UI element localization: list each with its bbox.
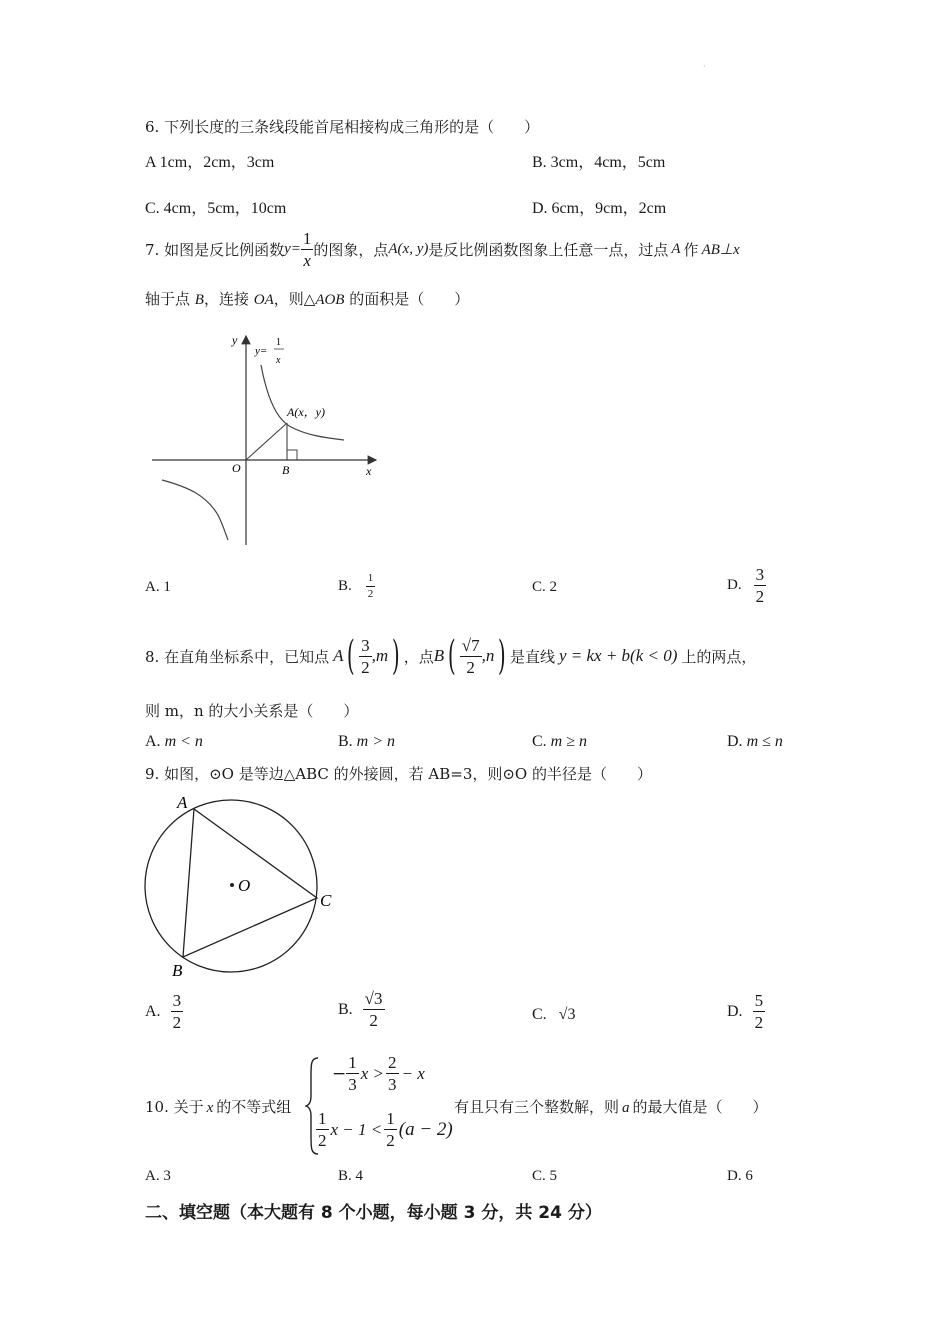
q7-func-fraction: $\frac{1}{x}$ xyxy=(302,229,312,270)
q10-option-c: C. 5 xyxy=(532,1168,558,1184)
graph-origin-label: O xyxy=(232,461,241,475)
q10-option-a: A. 3 xyxy=(145,1168,171,1184)
q10-inequality-2: $\frac{1}{2}$ x − 1 < $\frac{1}{2}$ (a − 2) xyxy=(318,1109,453,1150)
graph-func-label: y= xyxy=(255,345,268,357)
section-2-heading: 二、填空题（本大题有 8 个小题，每小题 3 分，共 24 分） xyxy=(145,1203,602,1223)
q7-option-b: B. $\frac{1}{2}$ xyxy=(338,572,374,600)
page-mark: · xyxy=(703,62,706,71)
graph-point-label: A(x，y) xyxy=(287,405,325,419)
q10-option-b: B. 4 xyxy=(338,1168,364,1184)
q7-stem-line2: 轴于点 B，连接 OA，则△AOB 的面积是（ ） xyxy=(145,290,470,308)
label-a: A xyxy=(177,793,188,812)
q10-stem-prefix: 10. 关于 x 的不等式组 xyxy=(145,1098,292,1116)
q7-option-d: D. $\frac{3}{2}$ xyxy=(727,565,765,606)
label-c: C xyxy=(320,891,332,910)
q7-option-c: C. 2 xyxy=(532,579,558,595)
graph-y-label: y xyxy=(232,333,238,347)
q8-option-b: B. m > n xyxy=(338,733,396,750)
q8-option-a: A. m < n xyxy=(145,733,203,750)
q8-option-c: C. m ≥ n xyxy=(532,733,588,750)
q9-option-b: B. $\frac{√3}{2}$ xyxy=(338,989,383,1030)
q9-stem: 9. 如图，⊙O 是等边△ABC 的外接圆，若 AB=3，则⊙O 的半径是（ ） xyxy=(145,765,652,783)
q10-stem-suffix: 有且只有三个整数解，则 a 的最大值是（ ） xyxy=(454,1098,768,1116)
graph-b-label: B xyxy=(282,463,290,477)
q6-option-a: A 1cm，2cm，3cm xyxy=(145,154,275,171)
q8-stem-line1: 8. 在直角坐标系中，已知点 A ( $\frac{3}{2}$ ,m ) ，点 B ( $\frac{√7}{2}$ ,n ) 是直线 y = kx + b(k < 0) 上的两点， xyxy=(145,633,757,679)
q8-stem-line2: 则 m，n 的大小关系是（ ） xyxy=(145,702,359,720)
graph-func-num: 1 xyxy=(276,337,281,348)
center-dot xyxy=(230,883,234,887)
q6-option-b: B. 3cm，4cm，5cm xyxy=(532,154,666,171)
hyperbola-branch-q1 xyxy=(261,365,344,440)
segment-oa xyxy=(246,423,287,460)
q10-inequality-1: − $\frac{1}{3}$ x > $\frac{2}{3}$ − x xyxy=(332,1053,425,1094)
q6-stem: 6. 下列长度的三条线段能首尾相接构成三角形的是（ ） xyxy=(145,118,540,136)
q6-option-d: D. 6cm，9cm，2cm xyxy=(532,200,667,217)
q7-stem-line1: 7. 如图是反比例函数 y= $\frac{1}{x}$ 的图象，点 A(x, y) 是反比例函数图象上任意一点，过点 A 作 AB⊥x xyxy=(145,229,740,270)
label-b: B xyxy=(172,961,183,980)
q7-hyperbola-graph xyxy=(148,330,383,550)
q9-option-c: C. √3 xyxy=(532,1006,576,1023)
right-angle-mark xyxy=(287,450,297,460)
graph-x-label: x xyxy=(366,464,372,478)
hyperbola-branch-q3 xyxy=(162,480,228,540)
q8-option-d: D. m ≤ n xyxy=(727,733,783,750)
q9-circle-figure xyxy=(140,790,340,985)
q9-option-d: D. $\frac{5}{2}$ xyxy=(727,991,764,1032)
q9-option-a: A. $\frac{3}{2}$ xyxy=(145,991,182,1032)
q6-option-c: C. 4cm，5cm，10cm xyxy=(145,200,287,217)
q10-option-d: D. 6 xyxy=(727,1168,753,1184)
q7-option-a: A. 1 xyxy=(145,579,171,595)
label-o: O xyxy=(238,876,251,895)
graph-func-den: x xyxy=(276,355,281,366)
